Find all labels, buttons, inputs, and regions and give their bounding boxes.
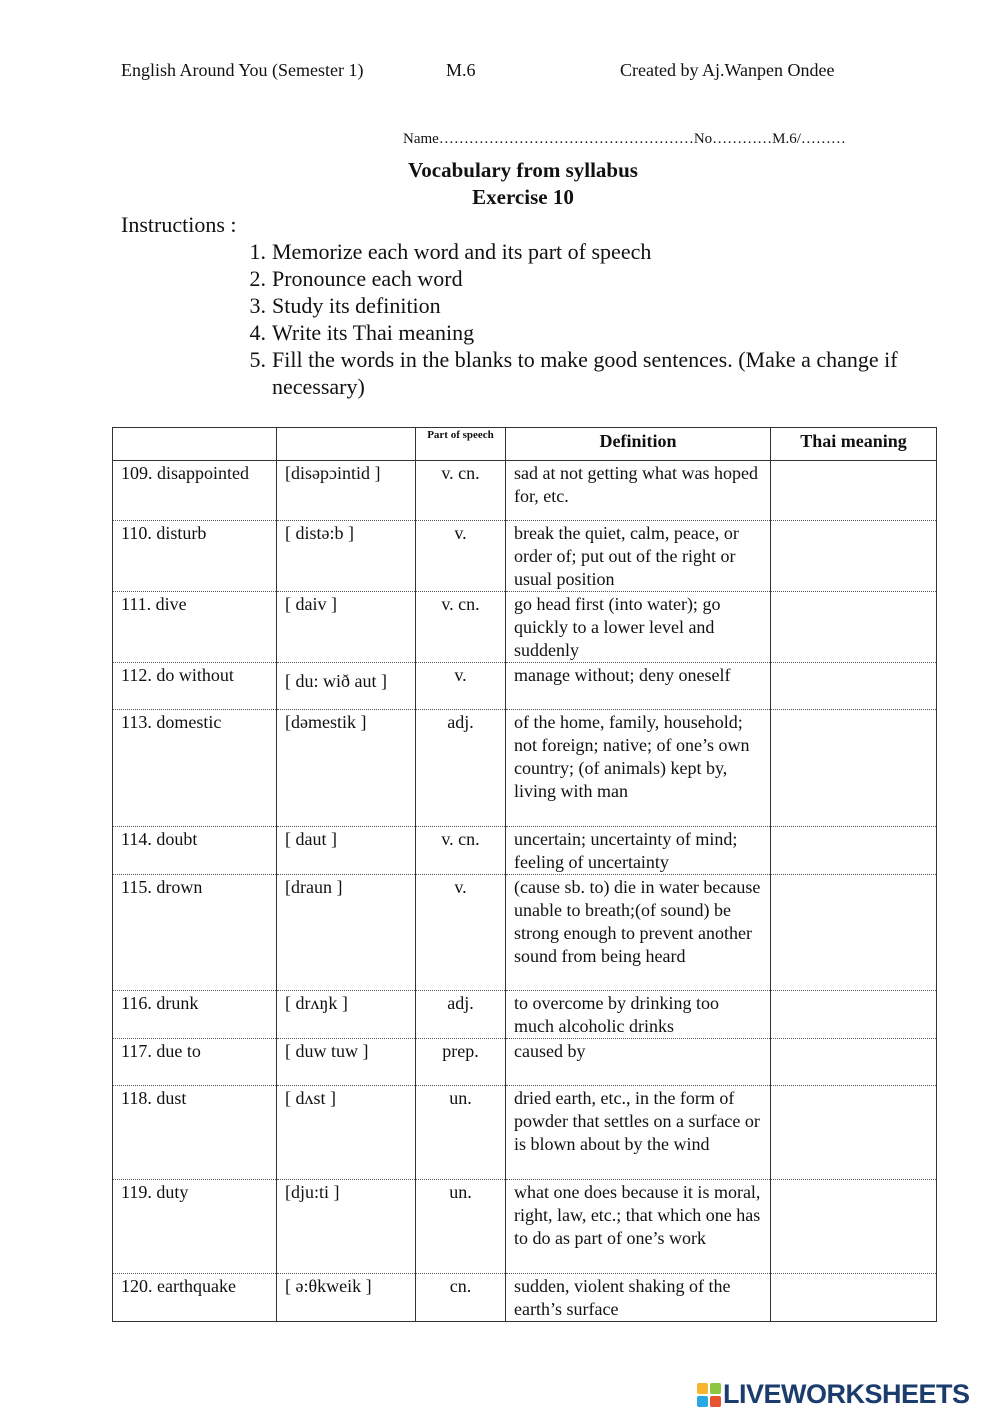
instruction-list bbox=[230, 238, 930, 400]
pos-cell: v. bbox=[416, 875, 506, 991]
word-cell: 110. disturb bbox=[113, 521, 277, 592]
instruction-number: 3. bbox=[249, 293, 266, 318]
name-number-field-line: Name……………………………………………No…………M.6/……… bbox=[403, 131, 846, 147]
exercise-title: Exercise 10 bbox=[472, 185, 574, 209]
thai-meaning-input[interactable] bbox=[771, 1180, 937, 1274]
table-row bbox=[113, 875, 937, 991]
logo-square bbox=[697, 1396, 708, 1407]
word-cell: 116. drunk bbox=[113, 991, 277, 1039]
page-title: Vocabulary from syllabus bbox=[408, 158, 638, 182]
thai-meaning-input[interactable] bbox=[771, 1274, 937, 1322]
definition-cell: go head first (into water); go quickly to a lower level and suddenly bbox=[506, 592, 771, 663]
phonetic-cell: [ drʌŋk ] bbox=[277, 991, 416, 1039]
definition-cell: manage without; deny oneself bbox=[506, 663, 771, 710]
pos-cell: adj. bbox=[416, 991, 506, 1039]
phonetic-cell: [ du: wið aut ] bbox=[277, 663, 416, 710]
word-cell: 114. doubt bbox=[113, 827, 277, 875]
word-cell: 117. due to bbox=[113, 1039, 277, 1086]
phonetic-cell: [ distə:b ] bbox=[277, 521, 416, 592]
pos-cell: v. bbox=[416, 663, 506, 710]
definition-cell: (cause sb. to) die in water because unable to breath;(of sound) be strong enough to prevent another sound from being heard bbox=[506, 875, 771, 991]
definition-cell: caused by bbox=[506, 1039, 771, 1086]
thai-meaning-input[interactable] bbox=[771, 827, 937, 875]
word-cell: 111. dive bbox=[113, 592, 277, 663]
word-cell: 119. duty bbox=[113, 1180, 277, 1274]
instruction-item bbox=[230, 265, 930, 292]
definition-cell: sad at not getting what was hoped for, etc. bbox=[506, 461, 771, 521]
definition-cell: dried earth, etc., in the form of powder that settles on a surface or is blown about by the wind bbox=[506, 1086, 771, 1180]
phonetic-cell: [dju:ti ] bbox=[277, 1180, 416, 1274]
table-row bbox=[113, 592, 937, 663]
logo-square bbox=[710, 1383, 721, 1394]
pos-cell: v. bbox=[416, 521, 506, 592]
instruction-number: 4. bbox=[249, 320, 266, 345]
phonetic-cell: [dəmestik ] bbox=[277, 710, 416, 827]
liveworksheets-mark-icon bbox=[697, 1383, 721, 1407]
header-author: Created by Aj.Wanpen Ondee bbox=[620, 60, 835, 80]
instructions-label: Instructions : bbox=[121, 212, 237, 237]
instruction-item bbox=[230, 346, 930, 400]
thai-meaning-input[interactable] bbox=[771, 1039, 937, 1086]
definition-cell: uncertain; uncertainty of mind; feeling of uncertainty bbox=[506, 827, 771, 875]
word-cell: 118. dust bbox=[113, 1086, 277, 1180]
instruction-number: 1. bbox=[249, 239, 266, 264]
pos-cell: un. bbox=[416, 1180, 506, 1274]
definition-cell: to overcome by drinking too much alcoholic drinks bbox=[506, 991, 771, 1039]
instruction-text: Study its definition bbox=[272, 293, 441, 318]
phonetic-cell: [ daut ] bbox=[277, 827, 416, 875]
word-cell: 115. drown bbox=[113, 875, 277, 991]
table-header-row bbox=[113, 428, 937, 461]
vocabulary-table bbox=[112, 427, 937, 1322]
phonetic-cell: [disəpɔintid ] bbox=[277, 461, 416, 521]
table-row bbox=[113, 1274, 937, 1322]
phonetic-cell: [ duw tuw ] bbox=[277, 1039, 416, 1086]
pos-cell: un. bbox=[416, 1086, 506, 1180]
instruction-text: Pronounce each word bbox=[272, 266, 463, 291]
table-row bbox=[113, 827, 937, 875]
instruction-number: 5. bbox=[249, 347, 266, 372]
pos-cell: v. cn. bbox=[416, 827, 506, 875]
word-cell: 113. domestic bbox=[113, 710, 277, 827]
table-row bbox=[113, 1086, 937, 1180]
thai-meaning-input[interactable] bbox=[771, 1086, 937, 1180]
thai-meaning-input[interactable] bbox=[771, 592, 937, 663]
table-row bbox=[113, 663, 937, 710]
definition-cell: sudden, violent shaking of the earth’s surface bbox=[506, 1274, 771, 1322]
liveworksheets-wordmark: LIVEWORKSHEETS bbox=[723, 1379, 970, 1409]
thai-meaning-input[interactable] bbox=[771, 710, 937, 827]
header-definition: Definition bbox=[506, 428, 771, 461]
instruction-text: Memorize each word and its part of speech bbox=[272, 239, 652, 264]
definition-cell: what one does because it is moral, right, law, etc.; that which one has to do as part of one’s work bbox=[506, 1180, 771, 1274]
pos-cell: v. cn. bbox=[416, 461, 506, 521]
instruction-item bbox=[230, 292, 930, 319]
phonetic-cell: [ daiv ] bbox=[277, 592, 416, 663]
table-row bbox=[113, 521, 937, 592]
thai-meaning-input[interactable] bbox=[771, 521, 937, 592]
word-cell: 112. do without bbox=[113, 663, 277, 710]
header-level: M.6 bbox=[446, 60, 476, 80]
logo-square bbox=[710, 1396, 721, 1407]
definition-cell: of the home, family, household; not foreign; native; of one’s own country; (of animals) kept by, living with man bbox=[506, 710, 771, 827]
thai-meaning-input[interactable] bbox=[771, 461, 937, 521]
pos-cell: v. cn. bbox=[416, 592, 506, 663]
instruction-item bbox=[230, 238, 930, 265]
definition-cell: break the quiet, calm, peace, or order of; put out of the right or usual position bbox=[506, 521, 771, 592]
instruction-text: Write its Thai meaning bbox=[272, 320, 475, 345]
instruction-text: Fill the words in the blanks to make good sentences. (Make a change if necessary) bbox=[272, 347, 898, 399]
word-cell: 120. earthquake bbox=[113, 1274, 277, 1322]
instruction-number: 2. bbox=[249, 266, 266, 291]
pos-cell: prep. bbox=[416, 1039, 506, 1086]
thai-meaning-input[interactable] bbox=[771, 663, 937, 710]
header-part-of-speech: Part of speech bbox=[416, 428, 506, 461]
header-word bbox=[113, 428, 277, 461]
table-row bbox=[113, 1180, 937, 1274]
pos-cell: cn. bbox=[416, 1274, 506, 1322]
phonetic-cell: [ ə:θkweik ] bbox=[277, 1274, 416, 1322]
word-cell: 109. disappointed bbox=[113, 461, 277, 521]
logo-square bbox=[697, 1383, 708, 1394]
thai-meaning-input[interactable] bbox=[771, 875, 937, 991]
table-row bbox=[113, 461, 937, 521]
header-phonetic bbox=[277, 428, 416, 461]
header-course: English Around You (Semester 1) bbox=[121, 60, 364, 80]
table-row bbox=[113, 710, 937, 827]
phonetic-cell: [ dʌst ] bbox=[277, 1086, 416, 1180]
pos-cell: adj. bbox=[416, 710, 506, 827]
phonetic-cell: [draun ] bbox=[277, 875, 416, 991]
thai-meaning-input[interactable] bbox=[771, 991, 937, 1039]
table-row bbox=[113, 1039, 937, 1086]
liveworksheets-logo bbox=[697, 1379, 970, 1410]
instruction-item bbox=[230, 319, 930, 346]
header-thai-meaning: Thai meaning bbox=[771, 428, 937, 461]
table-row bbox=[113, 991, 937, 1039]
